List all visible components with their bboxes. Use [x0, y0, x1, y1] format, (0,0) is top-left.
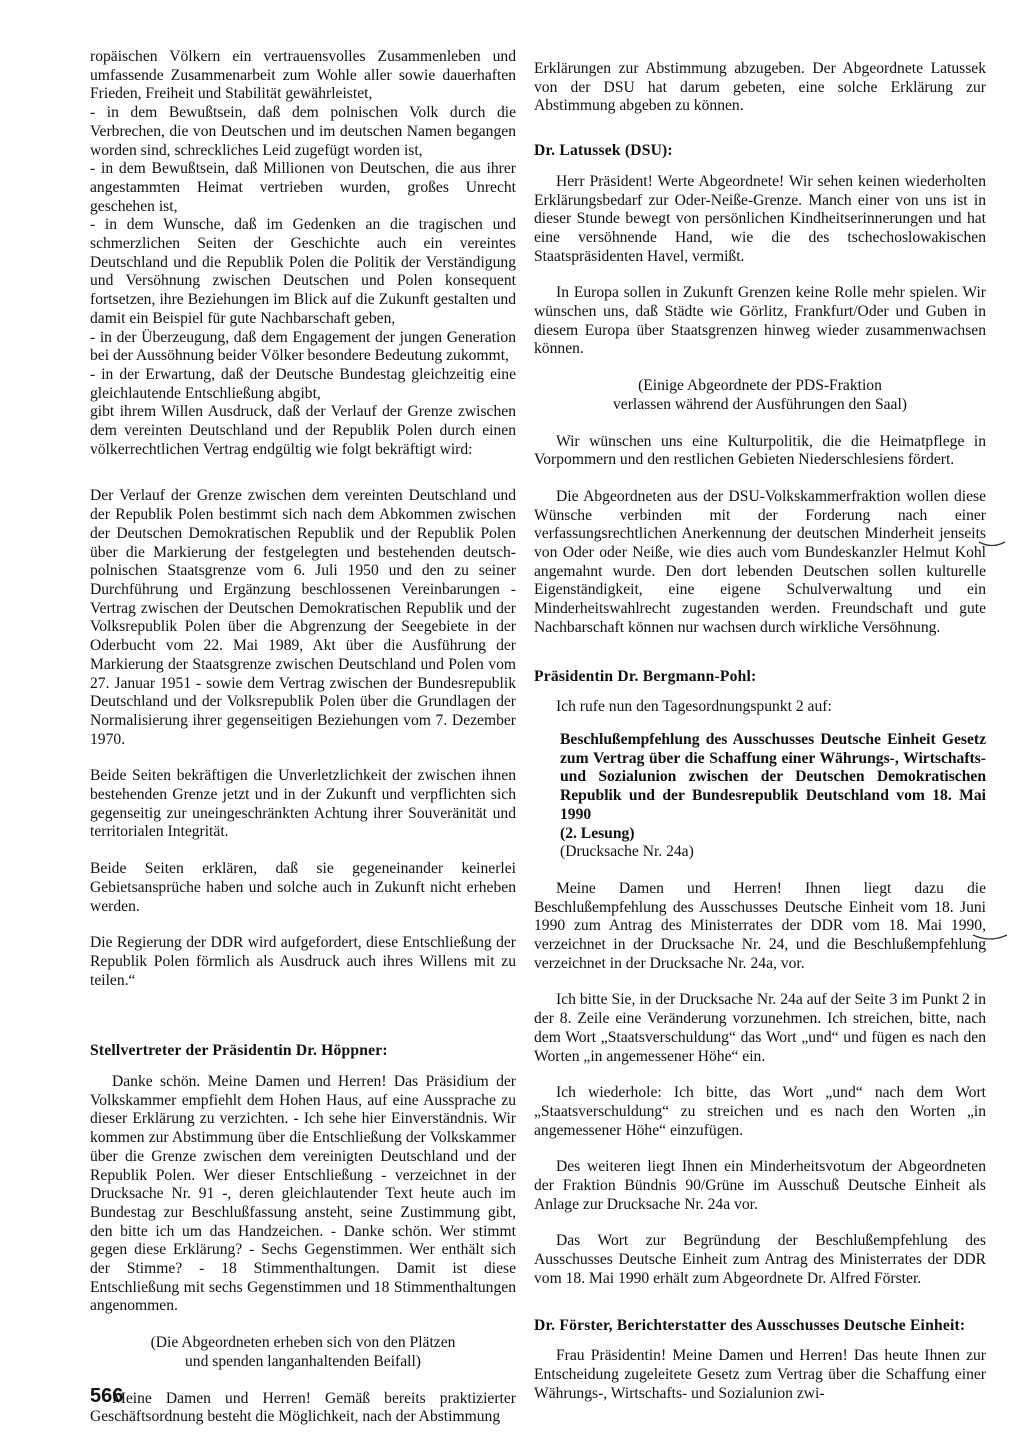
speaker-heading: Stellvertreter der Präsidentin Dr. Höppner:	[90, 1042, 388, 1060]
speech-paragraph: Ich rufe nun den Tagesordnungspunkt 2 auf:	[556, 698, 832, 716]
paragraph-territorial-claims: Beide Seiten erklären, daß sie gegeneinander keinerlei Gebietsansprüche haben und solche auch in Zukunft nicht erheben werden.	[90, 860, 516, 915]
speech-paragraph: Meine Damen und Herren! Gemäß bereits praktizierter Geschäftsordnung besteht die Möglichkeit, nach der Abstimmung	[90, 1389, 516, 1426]
speech-paragraph: Des weiteren liegt Ihnen ein Minderheitsvotum der Abgeordneten der Fraktion Bündnis 90/Grüne im Ausschuß Deutsche Einheit als Anlage zur Drucksache Nr. 24a vor.	[534, 1158, 986, 1213]
speech-paragraph: Danke schön. Meine Damen und Herren! Das Präsidium der Volkskammer empfiehlt dem Hohen Haus, auf eine Aussprache zu dieser Erklärung zu verzichten. - Ich sehe hier Einverständnis. Wir kommen zur Abstimmung über die Entschließung der Volkskammer über die Grenze zwischen dem vereinigten Deutschland und der Republik Polen. Wer dieser Entschließung - verzeichnet in der Drucksache Nr. 91 -, deren gleichlautender Text heute auch im Bundestag zur Beschlußfassung ansteht, seine Zustimmung gibt, den bitte ich um das Handzeichen. - Danke schön. Wer stimmt gegen diese Erklärung? - Sechs Gegenstimmen. Wer enthält sich der Stimme? - 18 Stimmenthaltungen. Damit ist diese Entschließung mit sechs Gegenstimmen und 18 Stimmenthaltungen angenommen.	[90, 1073, 516, 1315]
stage-direction: (Einige Abgeordnete der PDS-Fraktion	[638, 377, 882, 395]
speech-paragraph: In Europa sollen in Zukunft Grenzen keine Rolle mehr spielen. Wir wünschen uns, daß Städte wie Görlitz, Frankfurt/Oder und Guben in diesem Europa über Staatsgrenzen hinweg wieder zusammenwachsen können.	[534, 284, 986, 358]
speech-paragraph: Ich bitte Sie, in der Drucksache Nr. 24a auf der Seite 3 im Punkt 2 in der 8. Zeile eine Veränderung vorzunehmen. Ich streichen, bitte, nach dem Wort „Staatsverschuldung“ das Wort „und“ und fügen es nach den Worten „in angemessener Höhe“ ein.	[534, 991, 986, 1065]
page-number: 566	[90, 1385, 124, 1407]
agenda-reading: (2. Lesung)	[560, 824, 635, 842]
preamble-line: - in dem Bewußtsein, daß Millionen von Deutschen, die aus ihrer angestammten Heimat vertrieben wurden, großes Unrecht geschehen ist,	[90, 160, 516, 215]
speaker-heading: Dr. Latussek (DSU):	[534, 142, 673, 160]
speech-paragraph: Ich wiederhole: Ich bitte, das Wort „und“ nach dem Wort „Staatsverschuldung“ zu streichen und es nach den Worten „in angemessener Höhe“ einzufügen.	[534, 1084, 986, 1139]
right-column	[534, 60, 986, 1403]
speech-paragraph: Frau Präsidentin! Meine Damen und Herren! Das heute Ihnen zur Entscheidung zugeleitete Gesetz zum Vertrag über die Schaffung einer Währungs-, Wirtschafts- und Sozialunion zwi-	[534, 1347, 986, 1402]
speech-paragraph: Das Wort zur Begründung der Beschlußempfehlung des Ausschusses Deutsche Einheit zum Antrag des Ministerrates der DDR vom 18. Mai 1990 erhält zum Abgeordnete Dr. Alfred Förster.	[534, 1232, 986, 1287]
speech-paragraph: Wir wünschen uns eine Kulturpolitik, die die Heimatpflege in Vorpommern und den restlichen Gebieten Niederschlesiens fördert.	[534, 432, 986, 469]
agenda-item	[534, 731, 986, 862]
speech-paragraph: Herr Präsident! Werte Abgeordnete! Wir sehen keinen wiederholten Erklärungsbedarf zur Oder-Neiße-Grenze. Manch einer von uns ist in dieser Stunde bewegt von persönlichen Kindheitserinnerungen und hat eine versöhnende Hand, wie die des tschechoslowakischen Staatspräsidenten Havel, vermißt.	[534, 172, 986, 265]
left-column	[90, 48, 516, 1427]
preamble-line: - in der Erwartung, daß der Deutsche Bundestag gleichzeitig eine gleichlautende Entschließung abgibt,	[90, 365, 516, 402]
speech-paragraph: Meine Damen und Herren! Ihnen liegt dazu die Beschlußempfehlung des Ausschusses Deutsche Einheit vom 18. Juni 1990 zum Antrag des Ministerrates der DDR vom 18. Mai 1990, verzeichnet in der Drucksache Nr. 24, und die Beschlußempfehlung verzeichnet in der Drucksache Nr. 24a, vor.	[534, 879, 986, 972]
agenda-title: Beschlußempfehlung des Ausschusses Deutsche Einheit Gesetz zum Vertrag über die Schaffung einer Währungs-, Wirtschafts- und Sozialunion zwischen der Deutschen Demokratischen Republik und der Bundesrepublik Deutschland vom 18. Mai 1990	[560, 730, 986, 823]
preamble-line: - in der Überzeugung, daß dem Engagement der jungen Generation bei der Aussöhnung beider Völker besondere Bedeutung zukommt,	[90, 328, 516, 365]
speech-paragraph: Erklärungen zur Abstimmung abzugeben. Der Abgeordnete Latussek von der DSU hat darum gebeten, eine solche Erklärung zur Abstimmung abgeben zu können.	[534, 60, 986, 115]
margin-mark	[978, 536, 1006, 554]
agenda-document: (Drucksache Nr. 24a)	[560, 843, 694, 861]
preamble-line: - in dem Bewußtsein, daß dem polnischen Volk durch die Verbrechen, die von Deutschen und im deutschen Namen begangen worden sind, schreckliches Leid zugefügt worden ist,	[90, 104, 516, 159]
speaker-heading: Präsidentin Dr. Bergmann-Pohl:	[534, 667, 757, 685]
paragraph-border-course: Der Verlauf der Grenze zwischen dem vereinten Deutschland und der Republik Polen bestimmt sich nach dem Abkommen zwischen der Deutschen Demokratischen Republik und der Republik Polen über die Markierung der festgelegten und bestehenden deutsch-polnischen Staatsgrenze vom 6. Juli 1950 und den zu seiner Durchführung und Ergänzung beschlossenen Vereinbarungen - Vertrag zwischen der Deutschen Demokratischen Republik und der Volksrepublik Polen über die Abgrenzung der Seegebiete in der Oderbucht vom 22. Mai 1989, Akt über die Ausführung der Markierung der Staatsgrenze zwischen Deutschland und Polen vom 27. Januar 1951 - sowie dem Vertrag zwischen der Bundesrepublik Deutschland und der Volksrepublik Polen über die Grundlagen der Normalisierung ihrer gegenseitigen Beziehungen vom 7. Dezember 1970.	[90, 487, 516, 748]
margin-mark	[972, 930, 1008, 948]
paragraph-inviolability: Beide Seiten bekräftigen die Unverletzlichkeit der zwischen ihnen bestehenden Grenze jetzt und in der Zukunft und verpflichten sich gegenseitig zur uneingeschränkten Achtung ihrer Souveränität und territorialen Integrität.	[90, 767, 516, 841]
stage-direction: (Die Abgeordneten erheben sich von den Plätzen	[150, 1334, 456, 1352]
stage-direction: und spenden langanhaltenden Beifall)	[185, 1352, 421, 1370]
speaker-heading: Dr. Förster, Berichterstatter des Ausschusses Deutsche Einheit:	[534, 1316, 966, 1334]
speech-paragraph: Die Abgeordneten aus der DSU-Volkskammerfraktion wollen diese Wünsche verbinden mit der Forderung nach einer verfassungsrechtlichen Anerkennung der deutschen Minderheit jenseits von Oder oder Neiße, wie dies auch vom Bundeskanzler Helmut Kohl angemahnt wurde. Den dort lebenden Deutschen sollen kulturelle Eigenständigkeit, eine eigene Schulverwaltung und ein Minderheitswahlrecht zugestanden werden. Freundschaft und gute Nachbarschaft können nur wachsen durch wirkliche Versöhnung.	[534, 487, 986, 636]
paragraph-gdr-government: Die Regierung der DDR wird aufgefordert, diese Entschließung der Republik Polen förmlich als Ausdruck auch ihres Willens mit zu teilen.“	[90, 934, 516, 989]
stage-direction: verlassen während der Ausführungen den Saal)	[612, 395, 908, 413]
preamble-line: - in dem Wunsche, daß im Gedenken an die tragischen und schmerzlichen Seiten der Geschichte auch ein vereintes Deutschland und die Republik Polen die Politik der Verständigung und Versöhnung zwischen Deutschen und Polen konsequent fortsetzen, ihre Beziehungen im Blick auf die Zukunft gestalten und damit ein Beispiel für gute Nachbarschaft geben,	[90, 216, 516, 327]
preamble-line: ropäischen Völkern ein vertrauensvolles Zusammenleben und umfassende Zusammenarbeit zum Wohle aller sowie dauerhaften Frieden, Freiheit und Stabilität gewährleistet,	[90, 48, 516, 103]
preamble-line: gibt ihrem Willen Ausdruck, daß der Verlauf der Grenze zwischen dem vereinten Deutschland und der Republik Polen durch einen völkerrechtlichen Vertrag endgültig wie folgt bekräftigt wird:	[90, 403, 516, 458]
